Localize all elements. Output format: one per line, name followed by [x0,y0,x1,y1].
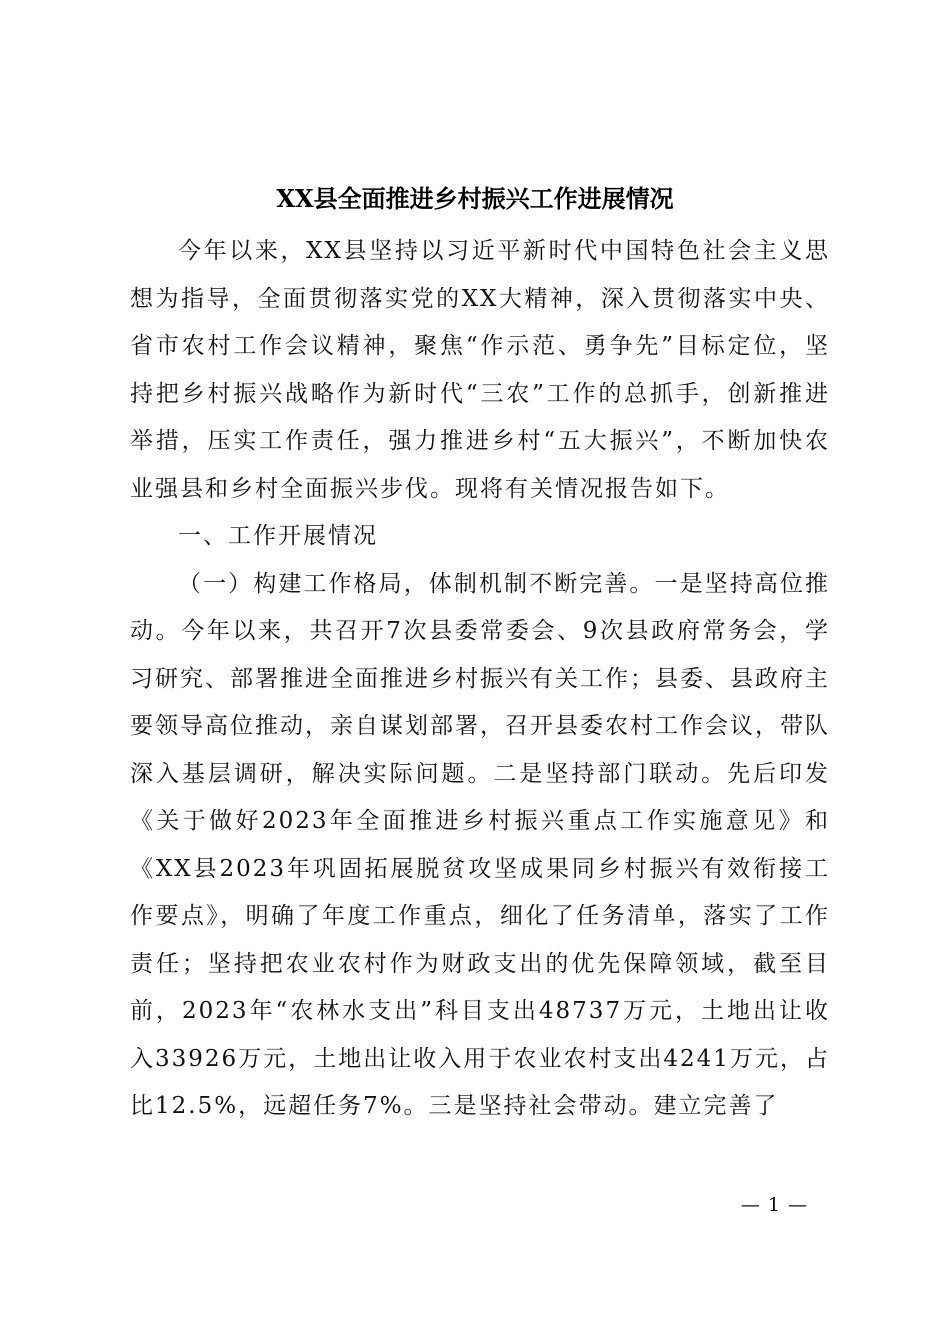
intro-paragraph: 今年以来，XX县坚持以习近平新时代中国特色社会主义思想为指导，全面贯彻落实党的XX大精神，深入贯彻落实中央、省市农村工作会议精神，聚焦“作示范、勇争先”目标定位，坚持把乡村振兴战略作为新时代“三农”工作的总抓手，创新推进举措，压实工作责任，强力推进乡村“五大振兴”，不断加快农业强县和乡村全面振兴步伐。现将有关情况报告如下。 [130,238,830,502]
document-body [130,228,830,1131]
section-paragraph: （一）构建工作格局，体制机制不断完善。一是坚持高位推动。今年以来，共召开7次县委常委会、9次县政府常务会，学习研究、部署推进全面推进乡村振兴有关工作；县委、县政府主要领导高位推动，亲自谋划部署，召开县委农村工作会议，带队深入基层调研，解决实际问题。二是坚持部门联动。先后印发《关于做好2023年全面推进乡村振兴重点工作实施意见》和《XX县2023年巩固拓展脱贫攻坚成果同乡村振兴有效衔接工作要点》，明确了年度工作重点，细化了任务清单，落实了工作责任；坚持把农业农村作为财政支出的优先保障领域，截至目前，2023年“农林水支出”科目支出48737万元，土地出让收入33926万元，土地出让收入用于农业农村支出4241万元，占比12.5%，远超任务7%。三是坚持社会带动。建立完善了 [130,570,830,1119]
page-number: — 1 — [740,1194,808,1216]
document-title: XX县全面推进乡村振兴工作进展情况 [276,184,674,213]
section-heading: 一、工作开展情况 [178,523,378,549]
